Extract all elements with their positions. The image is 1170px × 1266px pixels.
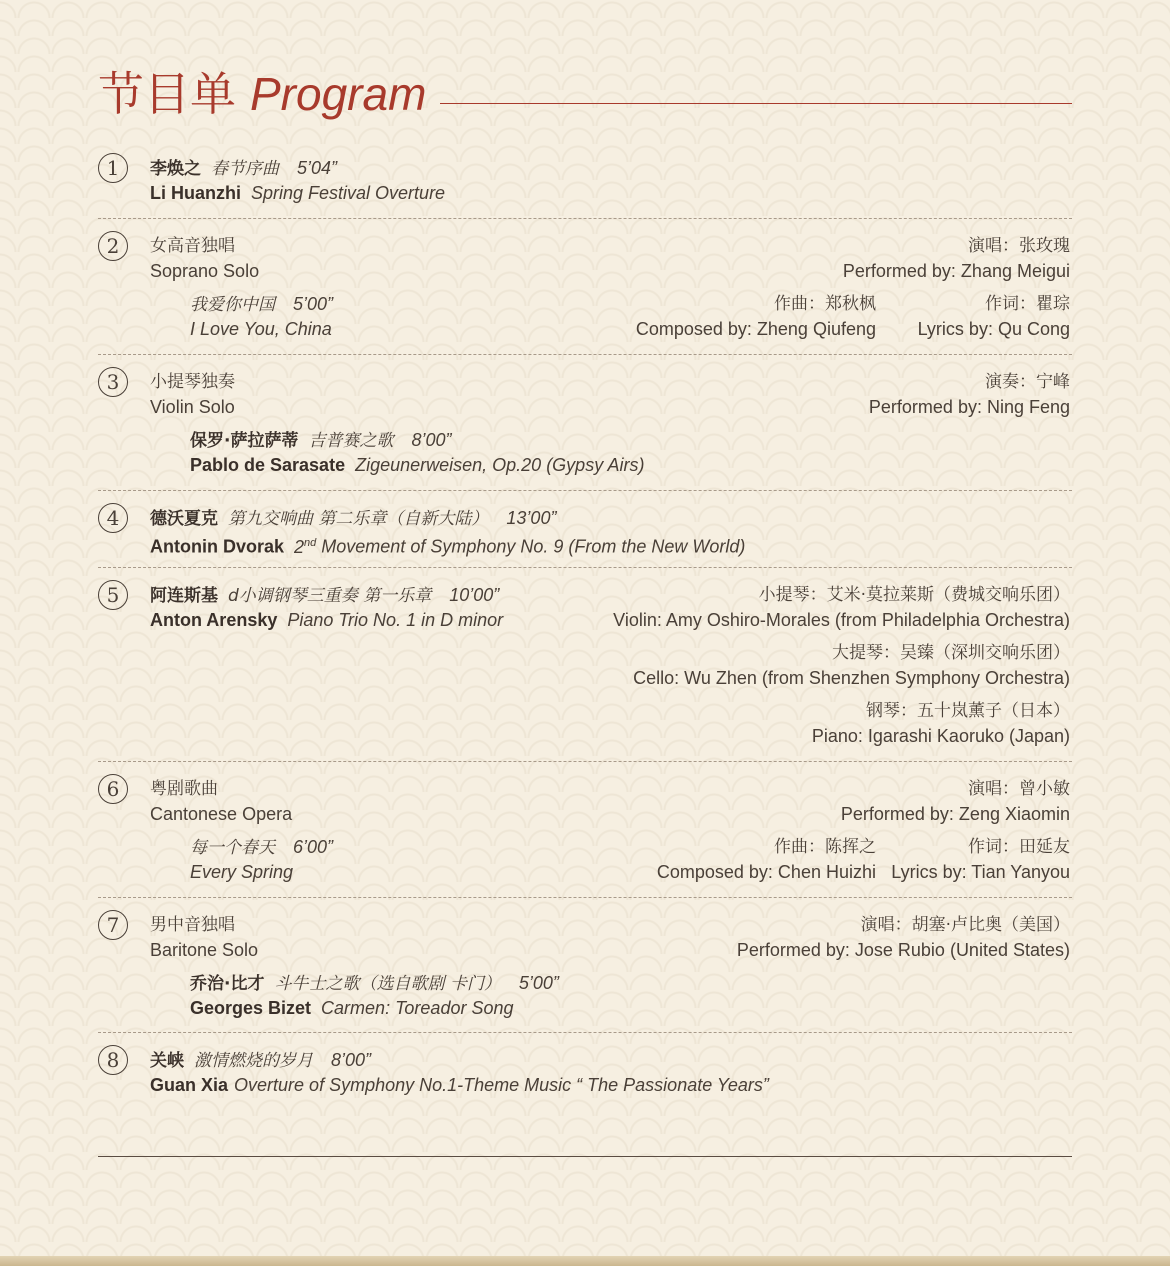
piece-title-cn: 激情燃烧的岁月 — [194, 1051, 313, 1071]
category-en: Soprano Solo — [150, 261, 260, 281]
item-line-en — [150, 182, 445, 205]
performer-en: Performed by: Zhang Meigui — [842, 261, 1070, 281]
lyricist-en: Lyrics by: Qu Cong — [917, 319, 1070, 339]
piece-title-en: Spring Festival Overture — [251, 183, 446, 203]
piece-title-en: Carmen: Toreador Song — [321, 998, 514, 1018]
divider — [98, 354, 1072, 355]
composer-cn: 德沃夏克 — [150, 509, 218, 529]
category-en: Cantonese Opera — [150, 804, 293, 824]
divider — [98, 218, 1072, 219]
category-cn: 男中音独唱 — [150, 915, 235, 935]
category-en: Baritone Solo — [150, 940, 259, 960]
piece-title-cn: 每一个春天 — [190, 838, 275, 858]
piece-title-en: Piano Trio No. 1 in D minor — [287, 610, 504, 630]
composer-en: Composed by: Chen Huizhi — [656, 862, 876, 882]
piece-title-cn: 春节序曲 — [211, 159, 279, 179]
footer-band — [0, 1256, 1170, 1266]
composer-en: Li Huanzhi — [150, 183, 241, 203]
piece-line-cn — [190, 429, 452, 452]
composer-en: Guan Xia — [150, 1075, 229, 1095]
piece-title-cn: 第九交响曲 第二乐章（自新大陆） — [228, 509, 489, 529]
composer-cn: 作曲：郑秋枫 — [774, 294, 876, 314]
composer-en: Composed by: Zheng Qiufeng — [635, 319, 876, 339]
item-number: 6 — [98, 774, 128, 804]
item-number: 3 — [98, 367, 128, 397]
duration: 5’00” — [293, 294, 334, 314]
title-english: Program — [250, 68, 427, 120]
performer-en: Performed by: Jose Rubio (United States) — [736, 940, 1070, 960]
duration: 10’00” — [449, 585, 500, 605]
composer-cn: 李焕之 — [150, 159, 201, 179]
item-line-en — [150, 609, 503, 632]
item-number: 2 — [98, 231, 128, 261]
item-line-cn — [150, 507, 556, 530]
performer-cn: 演唱：曾小敏 — [968, 779, 1070, 799]
bottom-rule — [98, 1156, 1072, 1157]
item-line-cn — [150, 584, 499, 607]
piece-title-cn: 我爱你中国 — [190, 295, 275, 315]
category-cn: 小提琴独奏 — [150, 372, 235, 392]
title-chinese: 节目单 — [98, 67, 236, 121]
ordinal-number: 2 — [294, 536, 305, 557]
divider — [98, 567, 1072, 568]
piece-title-en: Movement of Symphony No. 9 (From the New World) — [316, 536, 746, 557]
item-number: 5 — [98, 580, 128, 610]
ordinal-suffix: nd — [304, 537, 317, 549]
piece-title-cn: d小调钢琴三重奏 第一乐章 — [228, 586, 432, 606]
item-number: 8 — [98, 1045, 128, 1075]
piece-line-cn — [190, 972, 559, 995]
performer-cn: 演奏：宁峰 — [985, 372, 1070, 392]
performer-piano-cn: 钢琴：五十岚薰子（日本） — [866, 701, 1070, 721]
lyricist-en: Lyrics by: Tian Yanyou — [891, 862, 1070, 882]
piece-line-en — [190, 997, 514, 1020]
composer-en: Antonin Dvorak — [150, 536, 285, 557]
item-line-en — [150, 1074, 769, 1097]
category-en: Violin Solo — [150, 397, 235, 417]
divider — [98, 1032, 1072, 1033]
category-cn: 女高音独唱 — [150, 236, 235, 256]
piece-title-en: Overture of Symphony No.1-Theme Music “ The Passionate Years” — [234, 1075, 769, 1095]
duration: 5’04” — [297, 158, 338, 178]
composer-en: Pablo de Sarasate — [190, 455, 346, 475]
composer-cn: 阿连斯基 — [150, 586, 218, 606]
performer-en: Performed by: Zeng Xiaomin — [840, 804, 1070, 824]
performer-cn: 演唱：张玫瑰 — [968, 236, 1070, 256]
duration: 8’00” — [331, 1050, 372, 1070]
item-number: 4 — [98, 503, 128, 533]
item-number: 1 — [98, 153, 128, 183]
page-title — [98, 58, 426, 124]
duration: 8’00” — [411, 430, 452, 450]
item-line-cn — [150, 1049, 371, 1072]
title-rule — [440, 103, 1072, 104]
composer-cn: 乔治·比才 — [190, 974, 265, 994]
duration: 5’00” — [518, 973, 559, 993]
lyricist-cn: 作词：田延友 — [968, 837, 1070, 857]
item-number: 7 — [98, 910, 128, 940]
composer-en: Georges Bizet — [190, 998, 312, 1018]
composer-cn: 保罗·萨拉萨蒂 — [190, 431, 299, 451]
piece-title-en: I Love You, China — [190, 319, 332, 339]
composer-en: Anton Arensky — [150, 610, 278, 630]
lyricist-cn: 作词：瞿琮 — [985, 294, 1070, 314]
duration: 6’00” — [293, 837, 334, 857]
duration: 13’00” — [506, 508, 557, 528]
performer-violin-cn: 小提琴：艾米·莫拉莱斯（费城交响乐团） — [758, 585, 1070, 605]
item-line-cn — [150, 157, 337, 180]
performer-violin-en: Violin: Amy Oshiro-Morales (from Philadelphia Orchestra) — [613, 610, 1070, 630]
piece-title-cn: 斗牛士之歌（选自歌剧 卡门） — [274, 974, 501, 994]
divider — [98, 761, 1072, 762]
performer-piano-en: Piano: Igarashi Kaoruko (Japan) — [811, 726, 1070, 746]
piece-line-en — [190, 454, 645, 477]
item-line-en — [150, 532, 745, 559]
performer-en: Performed by: Ning Feng — [868, 397, 1070, 417]
performer-cello-en: Cello: Wu Zhen (from Shenzhen Symphony Orchestra) — [633, 668, 1070, 688]
performer-cn: 演唱：胡塞·卢比奥（美国） — [860, 915, 1070, 935]
composer-cn: 作曲：陈挥之 — [774, 837, 876, 857]
piece-title-en: Zigeunerweisen, Op.20 (Gypsy Airs) — [355, 455, 645, 475]
piece-title-cn: 吉普赛之歌 — [308, 431, 394, 451]
divider — [98, 490, 1072, 491]
piece-title-en: Every Spring — [190, 862, 294, 882]
category-cn: 粤剧歌曲 — [150, 779, 218, 799]
performer-cello-cn: 大提琴：吴臻（深圳交响乐团） — [832, 643, 1070, 663]
piece-line-cn — [190, 836, 333, 859]
divider — [98, 897, 1072, 898]
composer-cn: 关峡 — [150, 1051, 184, 1071]
piece-line-cn — [190, 293, 333, 316]
